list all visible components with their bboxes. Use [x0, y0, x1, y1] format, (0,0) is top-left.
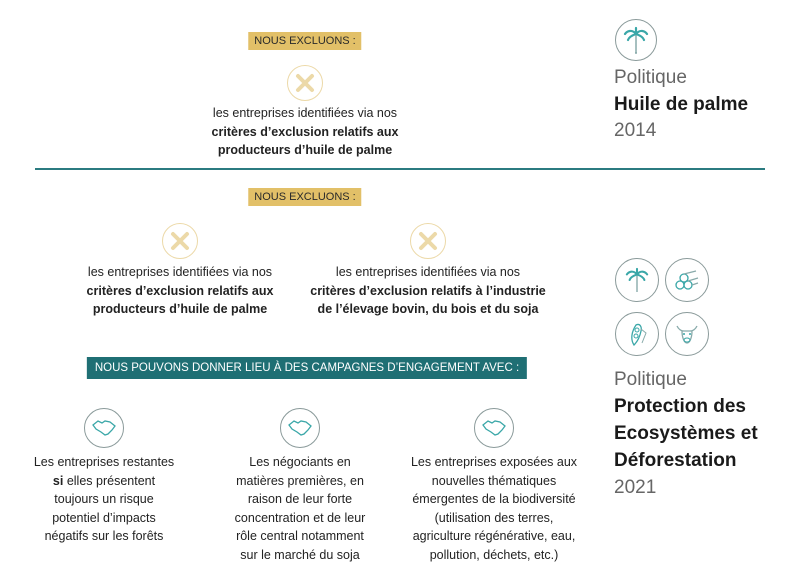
exclusion-cross-icon	[287, 65, 323, 101]
palm-tree-icon	[615, 258, 659, 302]
engagement-remaining-companies: Les entreprises restantes si elles présentent toujours un risque potentiel d’impacts négatifs sur les forêts	[33, 455, 175, 543]
engagement-badge: NOUS POUVONS DONNER LIEU À DES CAMPAGNES D’ENGAGEMENT AVEC :	[87, 357, 527, 379]
section-divider	[35, 168, 765, 170]
policy-year: 2014	[614, 120, 657, 141]
policy-title: Protection des Ecosystèmes et Déforestation	[614, 396, 758, 471]
exclusion-livestock-text: les entreprises identifiées via nos critères d’exclusion relatifs à l’industrie de l’élevage bovin, du bois et du soja	[310, 265, 546, 316]
handshake-icon	[280, 408, 320, 448]
wood-logs-icon	[665, 258, 709, 302]
exclusion-palm-text: les entreprises identifiées via nos critères d’exclusion relatifs aux producteurs d’huile de palme	[211, 106, 399, 157]
handshake-icon	[84, 408, 124, 448]
exclusion-palm-text: les entreprises identifiées via nos critères d’exclusion relatifs aux producteurs d’huile de palme	[86, 265, 274, 316]
exclusion-cross-icon	[162, 223, 198, 259]
exclusion-cross-icon	[410, 223, 446, 259]
palm-tree-icon	[615, 19, 657, 61]
engagement-traders: Les négociants en matières premières, en raison de leur forte concentration et de leur rôle central notamment sur le marché du soja	[234, 455, 366, 562]
engagement-biodiversity: Les entreprises exposées aux nouvelles thématiques émergentes de la biodiversité (utilisation des terres, agriculture régénérative, eau, pollution, déchets, etc.)	[410, 455, 578, 562]
policy-year: 2021	[614, 477, 657, 498]
exclusion-badge-2: NOUS EXCLUONS :	[248, 188, 361, 206]
soy-pod-icon	[615, 312, 659, 356]
policy-label: Politique	[614, 369, 687, 390]
policy-title: Huile de palme	[614, 94, 749, 115]
policy-label: Politique	[614, 67, 687, 88]
cow-head-icon	[665, 312, 709, 356]
handshake-icon	[474, 408, 514, 448]
exclusion-badge: NOUS EXCLUONS :	[248, 32, 361, 50]
